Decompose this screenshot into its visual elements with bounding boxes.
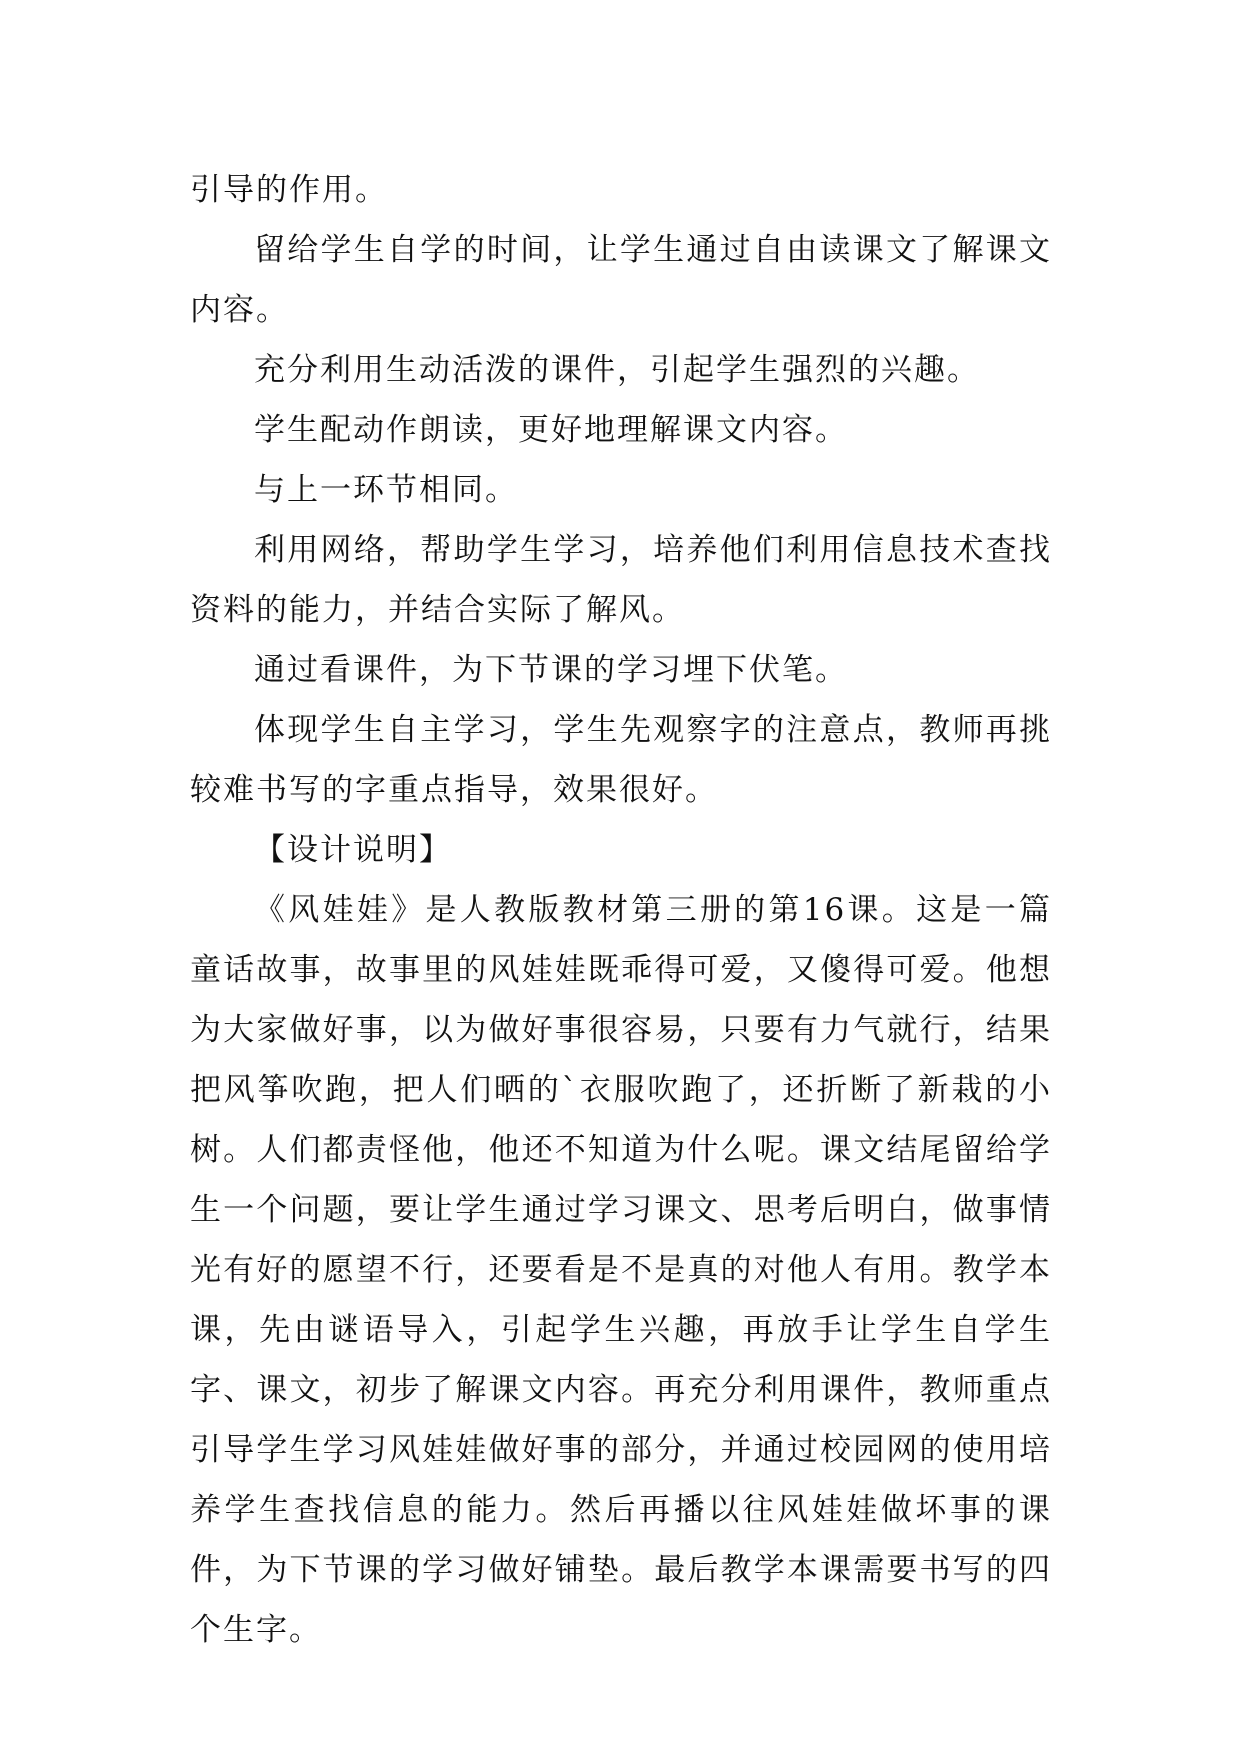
paragraph-foreshadow: 通过看课件，为下节课的学习埋下伏笔。 [254,652,848,688]
paragraph-courseware: 充分利用生动活泼的课件，引起学生强烈的兴趣。 [254,352,980,388]
paragraph-continuation: 引导的作用。 [190,172,388,208]
paragraph-writing-guidance: 体现学生自主学习，学生先观察字的注意点，教师再挑较难书写的字重点指导，效果很好。 [190,712,1052,808]
paragraph-self-study: 留给学生自学的时间，让学生通过自由读课文了解课文内容。 [190,232,1052,328]
section-heading: 【设计说明】 [254,832,452,868]
paragraph-same-as-above: 与上一环节相同。 [254,472,518,508]
document-body [190,160,1052,1660]
paragraph-network: 利用网络，帮助学生学习，培养他们利用信息技术查找资料的能力，并结合实际了解风。 [190,532,1052,628]
paragraph-action-reading: 学生配动作朗读，更好地理解课文内容。 [254,412,848,448]
paragraph-design-description: 《风娃娃》是人教版教材第三册的第16课。这是一篇童话故事，故事里的风娃娃既乖得可爱，又傻得可爱。他想为大家做好事，以为做好事很容易，只要有力气就行，结果把风筝吹跑，把人们晒的`衣服吹跑了，还折断了新栽的小树。人们都责怪他，他还不知道为什么呢。课文结尾留给学生一个问题，要让学生通过学习课文、思考后明白，做事情光有好的愿望不行，还要看是不是真的对他人有用。教学本课，先由谜语导入，引起学生兴趣，再放手让学生自学生字、课文，初步了解课文内容。再充分利用课件，教师重点引导学生学习风娃娃做好事的部分，并通过校园网的使用培养学生查找信息的能力。然后再播以往风娃娃做坏事的课件，为下节课的学习做好铺垫。最后教学本课需要书写的四个生字。 [190,892,1052,1648]
